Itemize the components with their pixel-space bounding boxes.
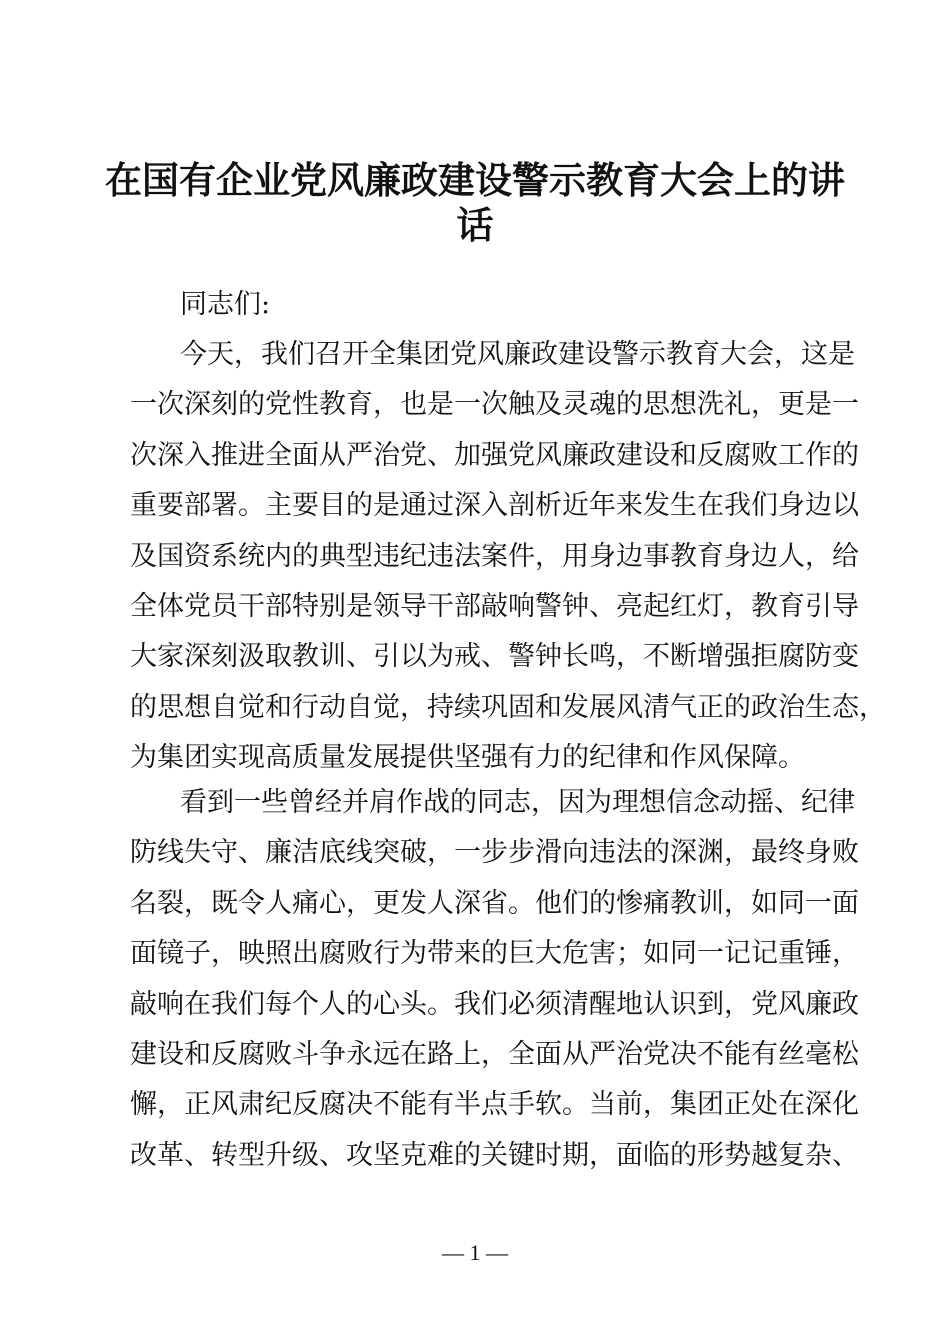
document-title-line-1: 在国有企业党风廉政建设警示教育大会上的讲 <box>105 158 845 202</box>
paragraph-1 <box>130 337 886 791</box>
paragraph-2 <box>130 785 859 1188</box>
text-line: 为集团实现高质量发展提供坚强有力的纪律和作风保障。 <box>130 742 805 774</box>
text-line: 次深入推进全面从严治党、加强党风廉政建设和反腐败工作的 <box>130 439 859 471</box>
page-number: — 1 — <box>442 1240 508 1265</box>
text-line: 改革、转型升级、攻坚克难的关键时期，面临的形势越复杂、 <box>130 1139 859 1171</box>
text-line: 防线失守、廉洁底线突破，一步步滑向违法的深渊，最终身败 <box>130 837 859 869</box>
text-line: 看到一些曾经并肩作战的同志，因为理想信念动摇、纪律 <box>180 787 855 818</box>
text-line: 大家深刻汲取教训、引以为戒、警钟长鸣，不断增强拒腐防变 <box>130 641 859 673</box>
text-line: 一次深刻的党性教育，也是一次触及灵魂的思想洗礼，更是一 <box>130 389 859 421</box>
salutation: 同志们: <box>180 289 271 320</box>
text-line: 面镜子，映照出腐败行为带来的巨大危害；如同一记记重锤， <box>130 938 859 970</box>
text-line: 懈，正风肃纪反腐决不能有半点手软。当前，集团正处在深化 <box>130 1089 859 1121</box>
text-line: 今天，我们召开全集团党风廉政建设警示教育大会，这是 <box>180 339 855 370</box>
text-line: 全体党员干部特别是领导干部敲响警钟、亮起红灯，教育引导 <box>130 590 859 622</box>
text-line: 重要部署。主要目的是通过深入剖析近年来发生在我们身边以 <box>130 490 859 522</box>
text-line: 建设和反腐败斗争永远在路上，全面从严治党决不能有丝毫松 <box>130 1038 859 1070</box>
text-line: 敲响在我们每个人的心头。我们必须清醒地认识到，党风廉政 <box>130 988 859 1020</box>
document-title-line-2: 话 <box>456 203 494 247</box>
text-line: 名裂，既令人痛心，更发人深省。他们的惨痛教训，如同一面 <box>130 887 859 919</box>
text-line: 及国资系统内的典型违纪违法案件，用身边事教育身边人，给 <box>130 540 859 572</box>
text-line: 的思想自觉和行动自觉，持续巩固和发展风清气正的政治生态， <box>130 691 886 723</box>
